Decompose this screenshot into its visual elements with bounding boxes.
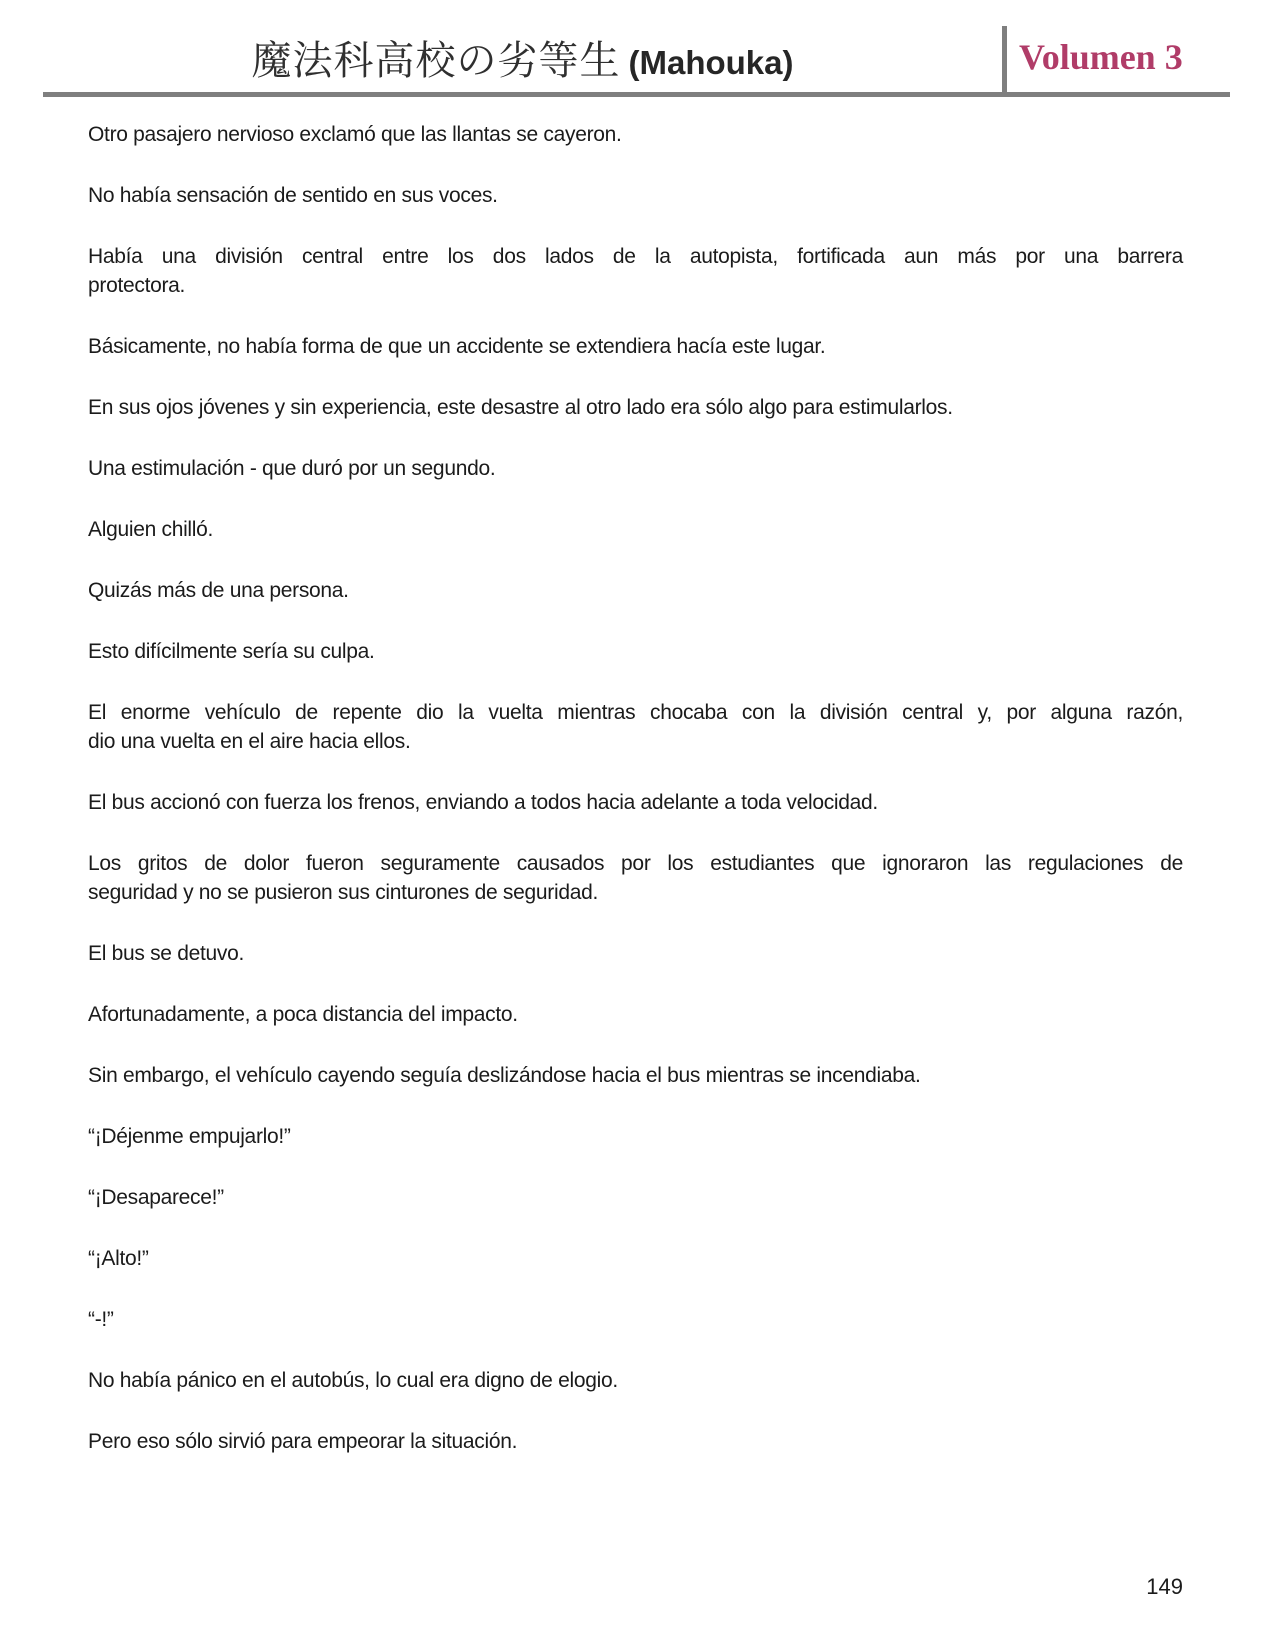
paragraph-line: “¡Déjenme empujarlo!” [88, 1125, 291, 1148]
header-row [43, 26, 1230, 92]
paragraph [88, 1122, 1183, 1151]
paragraph-line: “¡Desaparece!” [88, 1186, 224, 1209]
paragraph-line: Básicamente, no había forma de que un accidente se extendiera hacía este lugar. [88, 335, 826, 358]
body-text [88, 120, 1183, 1456]
paragraph [88, 332, 1183, 361]
paragraph [88, 576, 1183, 605]
paragraph-line: Quizás más de una persona. [88, 579, 349, 602]
paragraph [88, 788, 1183, 817]
paragraph [88, 1061, 1183, 1090]
paragraph [88, 939, 1183, 968]
paragraph [88, 1366, 1183, 1395]
paragraph-line: Una estimulación - que duró por un segundo. [88, 457, 496, 480]
paragraph-line: Había una división central entre los dos lados de la autopista, fortificada aun más por una barrera [88, 245, 1183, 268]
paragraph [88, 1244, 1183, 1273]
paragraph-line: En sus ojos jóvenes y sin experiencia, este desastre al otro lado era sólo algo para estimularlos. [88, 396, 953, 419]
paragraph [88, 454, 1183, 483]
paragraph-line: No había pánico en el autobús, lo cual era digno de elogio. [88, 1369, 618, 1392]
paragraph-line: dio una vuelta en el aire hacia ellos. [88, 730, 411, 753]
paragraph-line: Alguien chilló. [88, 518, 214, 541]
header-horizontal-rule [43, 92, 1230, 97]
paragraph-line: Sin embargo, el vehículo cayendo seguía deslizándose hacia el bus mientras se incendiaba. [88, 1064, 921, 1087]
paragraph-line: El bus accionó con fuerza los frenos, enviando a todos hacia adelante a toda velocidad. [88, 791, 878, 814]
paragraph-line: “-!” [88, 1308, 114, 1331]
paragraph-line: protectora. [88, 274, 186, 297]
paragraph [88, 1305, 1183, 1334]
paragraph-line: Esto difícilmente sería su culpa. [88, 640, 375, 663]
page-number: 149 [1146, 1574, 1183, 1599]
paragraph-line: “¡Alto!” [88, 1247, 149, 1270]
paragraph [88, 242, 1183, 300]
paragraph-line: No había sensación de sentido en sus voces. [88, 184, 498, 207]
paragraph [88, 637, 1183, 666]
page-header [0, 0, 1275, 97]
paragraph [88, 120, 1183, 149]
paragraph-line: El bus se detuvo. [88, 942, 244, 965]
paragraph-line: Pero eso sólo sirvió para empeorar la situación. [88, 1430, 518, 1453]
header-title-japanese: 魔法科高校の劣等生 [251, 38, 621, 84]
header-title [43, 29, 1002, 92]
paragraph-line: Otro pasajero nervioso exclamó que las llantas se cayeron. [88, 123, 622, 146]
paragraph [88, 849, 1183, 907]
paragraph [88, 1183, 1183, 1212]
paragraph [88, 393, 1183, 422]
paragraph-line: Los gritos de dolor fueron seguramente causados por los estudiantes que ignoraron las regulaciones de [88, 852, 1183, 875]
paragraph-line: El enorme vehículo de repente dio la vuelta mientras chocaba con la división central y, por alguna razón, [88, 701, 1183, 724]
paragraph [88, 1000, 1183, 1029]
paragraph [88, 181, 1183, 210]
header-volume-label: Volumen 3 [1019, 37, 1183, 77]
paragraph-line: seguridad y no se pusieron sus cinturones de seguridad. [88, 881, 598, 904]
paragraph-line: Afortunadamente, a poca distancia del impacto. [88, 1003, 518, 1026]
paragraph [88, 515, 1183, 544]
header-title-romaji: (Mahouka) [628, 44, 794, 81]
paragraph [88, 698, 1183, 756]
paragraph [88, 1427, 1183, 1456]
